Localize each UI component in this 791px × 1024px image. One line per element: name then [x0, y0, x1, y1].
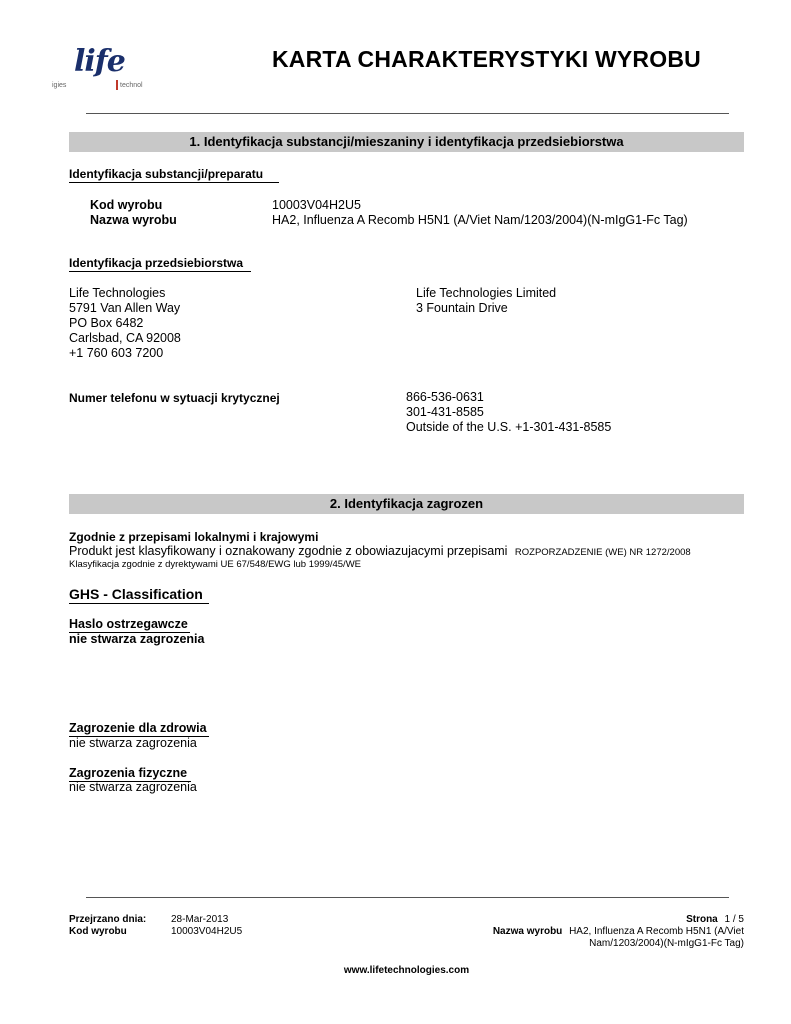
company-us-address	[69, 286, 181, 361]
signal-word-value: nie stwarza zagrozenia	[69, 632, 205, 646]
signal-word-heading: Haslo ostrzegawcze	[69, 617, 188, 631]
logo-left-fragment: igies	[52, 82, 67, 89]
section-2-title: 2. Identyfikacja zagrozen	[69, 494, 744, 514]
regulations-reference: ROZPORZADZENIE (WE) NR 1272/2008	[514, 547, 691, 558]
company-us-line: PO Box 6482	[69, 316, 144, 330]
product-code-label: Kod wyrobu	[90, 198, 163, 212]
emergency-phone-line: 301-431-8585	[406, 405, 484, 419]
company-uk-line: 3 Fountain Drive	[416, 301, 508, 315]
document-title: KARTA CHARAKTERYSTYKI WYROBU	[272, 46, 701, 72]
emergency-phone-numbers	[406, 390, 611, 435]
footer-product-name	[493, 926, 744, 950]
company-us-line: Carlsbad, CA 92008	[69, 331, 181, 345]
footer-name-line1: HA2, Influenza A Recomb H5N1 (A/Viet	[569, 926, 744, 937]
page-value: 1 / 5	[724, 914, 744, 925]
ghs-classification-heading: GHS - Classification	[69, 586, 209, 604]
footer-code-label: Kod wyrobu	[69, 926, 127, 937]
page-number	[686, 914, 744, 926]
company-identification-heading: Identyfikacja przedsiebiorstwa	[69, 256, 251, 272]
company-uk-line: Life Technologies Limited	[416, 286, 557, 300]
health-hazard-heading: Zagrozenie dla zdrowia	[69, 721, 207, 735]
product-name-value: HA2, Influenza A Recomb H5N1 (A/Viet Nam/1203/2004)(N-mIgG1-Fc Tag)	[272, 213, 688, 227]
regulations-directive-text: Klasyfikacja zgodnie z dyrektywami UE 67/548/EWG lub 1999/45/WE	[69, 559, 361, 570]
revised-date-label: Przejrzano dnia:	[69, 914, 147, 925]
physical-hazard-value: nie stwarza zagrozenia	[69, 780, 197, 794]
physical-hazard-heading: Zagrozenia fizyczne	[69, 766, 191, 782]
footer-name-line2: Nam/1203/2004)(N-mIgG1-Fc Tag)	[589, 938, 744, 949]
footer-name-label: Nazwa wyrobu	[492, 926, 563, 937]
substance-identification-heading: Identyfikacja substancji/preparatu	[69, 167, 279, 183]
section-1-title: 1. Identyfikacja substancji/mieszaniny i identyfikacja przedsiebiorstwa	[69, 132, 744, 152]
emergency-phone-line: Outside of the U.S. +1-301-431-8585	[406, 420, 612, 434]
company-uk-address	[416, 286, 556, 316]
regulations-heading: Zgodnie z przepisami lokalnymi i krajowymi	[69, 530, 319, 544]
website-link[interactable]: www.lifetechnologies.com	[343, 965, 470, 976]
emergency-phone-line: 866-536-0631	[406, 390, 484, 404]
revised-date-value: 28-Mar-2013	[171, 914, 229, 925]
emergency-phone-label: Numer telefonu w sytuacji krytycznej	[69, 391, 280, 405]
company-logo	[52, 44, 182, 100]
regulations-text-line	[69, 544, 691, 560]
logo-right-fragment: technol	[120, 82, 143, 89]
company-us-line: 5791 Van Allen Way	[69, 301, 181, 315]
header-divider	[86, 113, 729, 114]
company-us-line: Life Technologies	[69, 286, 166, 300]
logo-script-text: life	[74, 44, 125, 79]
product-name-label: Nazwa wyrobu	[90, 213, 177, 227]
company-us-line: +1 760 603 7200	[69, 346, 164, 360]
regulations-text: Produkt jest klasyfikowany i oznakowany zgodnie z obowiazujacymi przepisami	[69, 544, 508, 558]
logo-divider-bar	[116, 80, 118, 90]
page-label: Strona	[686, 914, 718, 925]
footer-divider	[86, 897, 729, 898]
footer-code-value: 10003V04H2U5	[171, 926, 243, 937]
product-code-value: 10003V04H2U5	[272, 198, 361, 212]
health-hazard-value: nie stwarza zagrozenia	[69, 736, 197, 750]
